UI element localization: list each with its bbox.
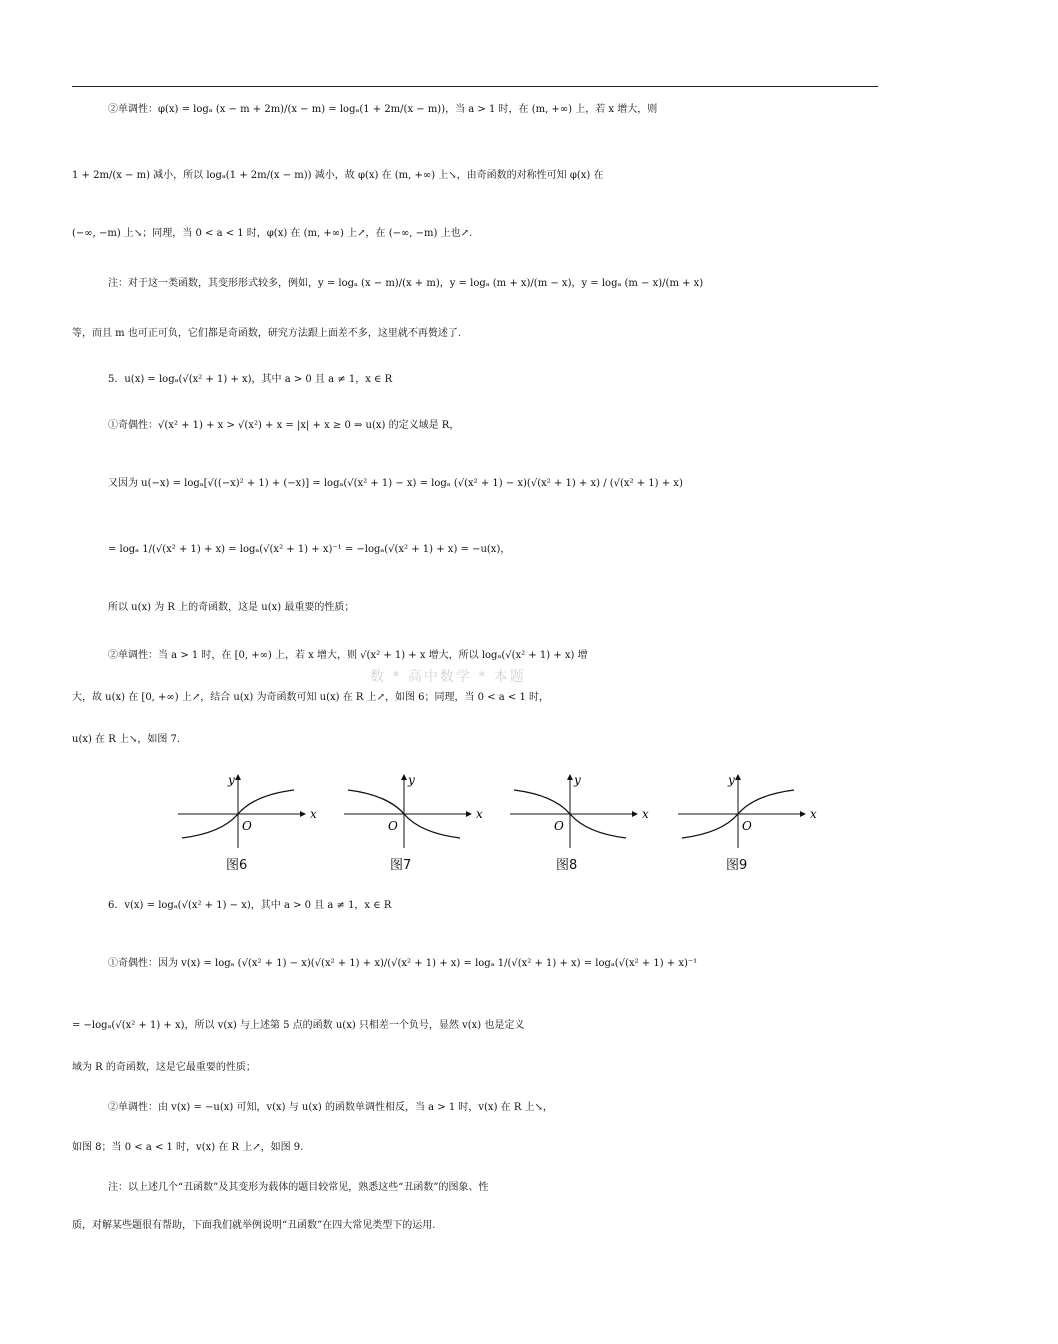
- header-rule: [72, 86, 878, 87]
- origin-label: O: [242, 819, 252, 833]
- figure-6-graph: [176, 772, 316, 850]
- figure-7-graph: [342, 772, 482, 850]
- x-axis-label: x: [476, 807, 483, 821]
- text-line: 所以 u(x) 为 R 上的奇函数，这是 u(x) 最重要的性质；: [108, 602, 355, 613]
- text-line: u(x) 在 R 上↘，如图 7.: [72, 734, 181, 745]
- text-line: (−∞, −m) 上↘；同理，当 0 < a < 1 时，φ(x) 在 (m, +∞) 上↗，在 (−∞, −m) 上也↗.: [72, 228, 473, 239]
- x-axis-label: x: [810, 807, 817, 821]
- text-line: 如图 8；当 0 < a < 1 时，v(x) 在 R 上↗，如图 9.: [72, 1142, 304, 1153]
- text-line: 域为 R 的奇函数，这是它最重要的性质；: [72, 1062, 256, 1073]
- y-axis-label: y: [228, 773, 235, 787]
- section-heading: 5．u(x) = logₐ(√(x² + 1) + x)，其中 a > 0 且 a ≠ 1，x ∈ R: [108, 374, 393, 385]
- section-heading: 6．v(x) = logₐ(√(x² + 1) − x)，其中 a > 0 且 a ≠ 1，x ∈ R: [108, 900, 392, 911]
- note-line: 质，对解某些题很有帮助，下面我们就举例说明“丑函数”在四大常见类型下的运用.: [72, 1220, 436, 1231]
- text-line: = −logₐ(√(x² + 1) + x)，所以 v(x) 与上述第 5 点的函数 u(x) 只相差一个负号，显然 v(x) 也是定义: [72, 1020, 525, 1031]
- text-line: 大，故 u(x) 在 [0, +∞) 上↗，结合 u(x) 为奇函数可知 u(x) 在 R 上↗，如图 6；同理，当 0 < a < 1 时，: [72, 692, 550, 703]
- text-line: ①奇偶性：√(x² + 1) + x > √(x²) + x = |x| + x ≥ 0 ⇒ u(x) 的定义域是 R，: [108, 420, 460, 431]
- note-line: 注：以上述几个“丑函数”及其变形为载体的题目较常见，熟悉这些“丑函数”的图象、性: [108, 1182, 489, 1193]
- x-axis-label: x: [642, 807, 649, 821]
- text-line: ②单调性：当 a > 1 时，在 [0, +∞) 上，若 x 增大，则 √(x² + 1) + x 增大，所以 logₐ(√(x² + 1) + x) 增: [108, 650, 588, 661]
- figure-8-graph: [508, 772, 648, 850]
- origin-label: O: [742, 819, 752, 833]
- origin-label: O: [554, 819, 564, 833]
- y-axis-label: y: [408, 773, 415, 787]
- text-line: = logₐ 1/(√(x² + 1) + x) = logₐ(√(x² + 1) + x)⁻¹ = −logₐ(√(x² + 1) + x) = −u(x)，: [108, 544, 511, 555]
- watermark: 数 * 高中数学 * 本题: [370, 669, 526, 685]
- note-line: 等，而且 m 也可正可负，它们都是奇函数，研究方法跟上面差不多，这里就不再赘述了.: [72, 328, 462, 339]
- text-line: ②单调性：由 v(x) = −u(x) 可知，v(x) 与 u(x) 的函数单调性相反，当 a > 1 时，v(x) 在 R 上↘，: [108, 1102, 553, 1113]
- note-line: 注：对于这一类函数，其变形形式较多，例如，y = logₐ (x − m)/(x + m)，y = logₐ (m + x)/(m − x)，y = logₐ (m − x)/(m + x): [108, 278, 704, 289]
- text-line: ②单调性：φ(x) = logₐ (x − m + 2m)/(x − m) = logₐ(1 + 2m/(x − m))，当 a > 1 时，在 (m, +∞) 上，若 x 增大，则: [108, 104, 658, 115]
- figure-6-caption: 图6: [226, 858, 248, 873]
- y-axis-label: y: [728, 773, 735, 787]
- figure-9-graph: [676, 772, 816, 850]
- text-line: 1 + 2m/(x − m) 减小，所以 logₐ(1 + 2m/(x − m)) 减小，故 φ(x) 在 (m, +∞) 上↘，由奇函数的对称性可知 φ(x) 在: [72, 170, 604, 181]
- figure-8-caption: 图8: [556, 858, 578, 873]
- text-line: 又因为 u(−x) = logₐ[√((−x)² + 1) + (−x)] = logₐ(√(x² + 1) − x) = logₐ (√(x² + 1) − x)(√(x² + 1) + x) / (√(x² + 1) + x): [108, 478, 683, 489]
- figure-7-caption: 图7: [390, 858, 412, 873]
- figure-9-caption: 图9: [726, 858, 748, 873]
- y-axis-label: y: [574, 773, 581, 787]
- origin-label: O: [388, 819, 398, 833]
- x-axis-label: x: [310, 807, 317, 821]
- text-line: ①奇偶性：因为 v(x) = logₐ (√(x² + 1) − x)(√(x² + 1) + x)/(√(x² + 1) + x) = logₐ 1/(√(x² + 1) + x) = logₐ(√(x² + 1) + x)⁻¹: [108, 958, 698, 969]
